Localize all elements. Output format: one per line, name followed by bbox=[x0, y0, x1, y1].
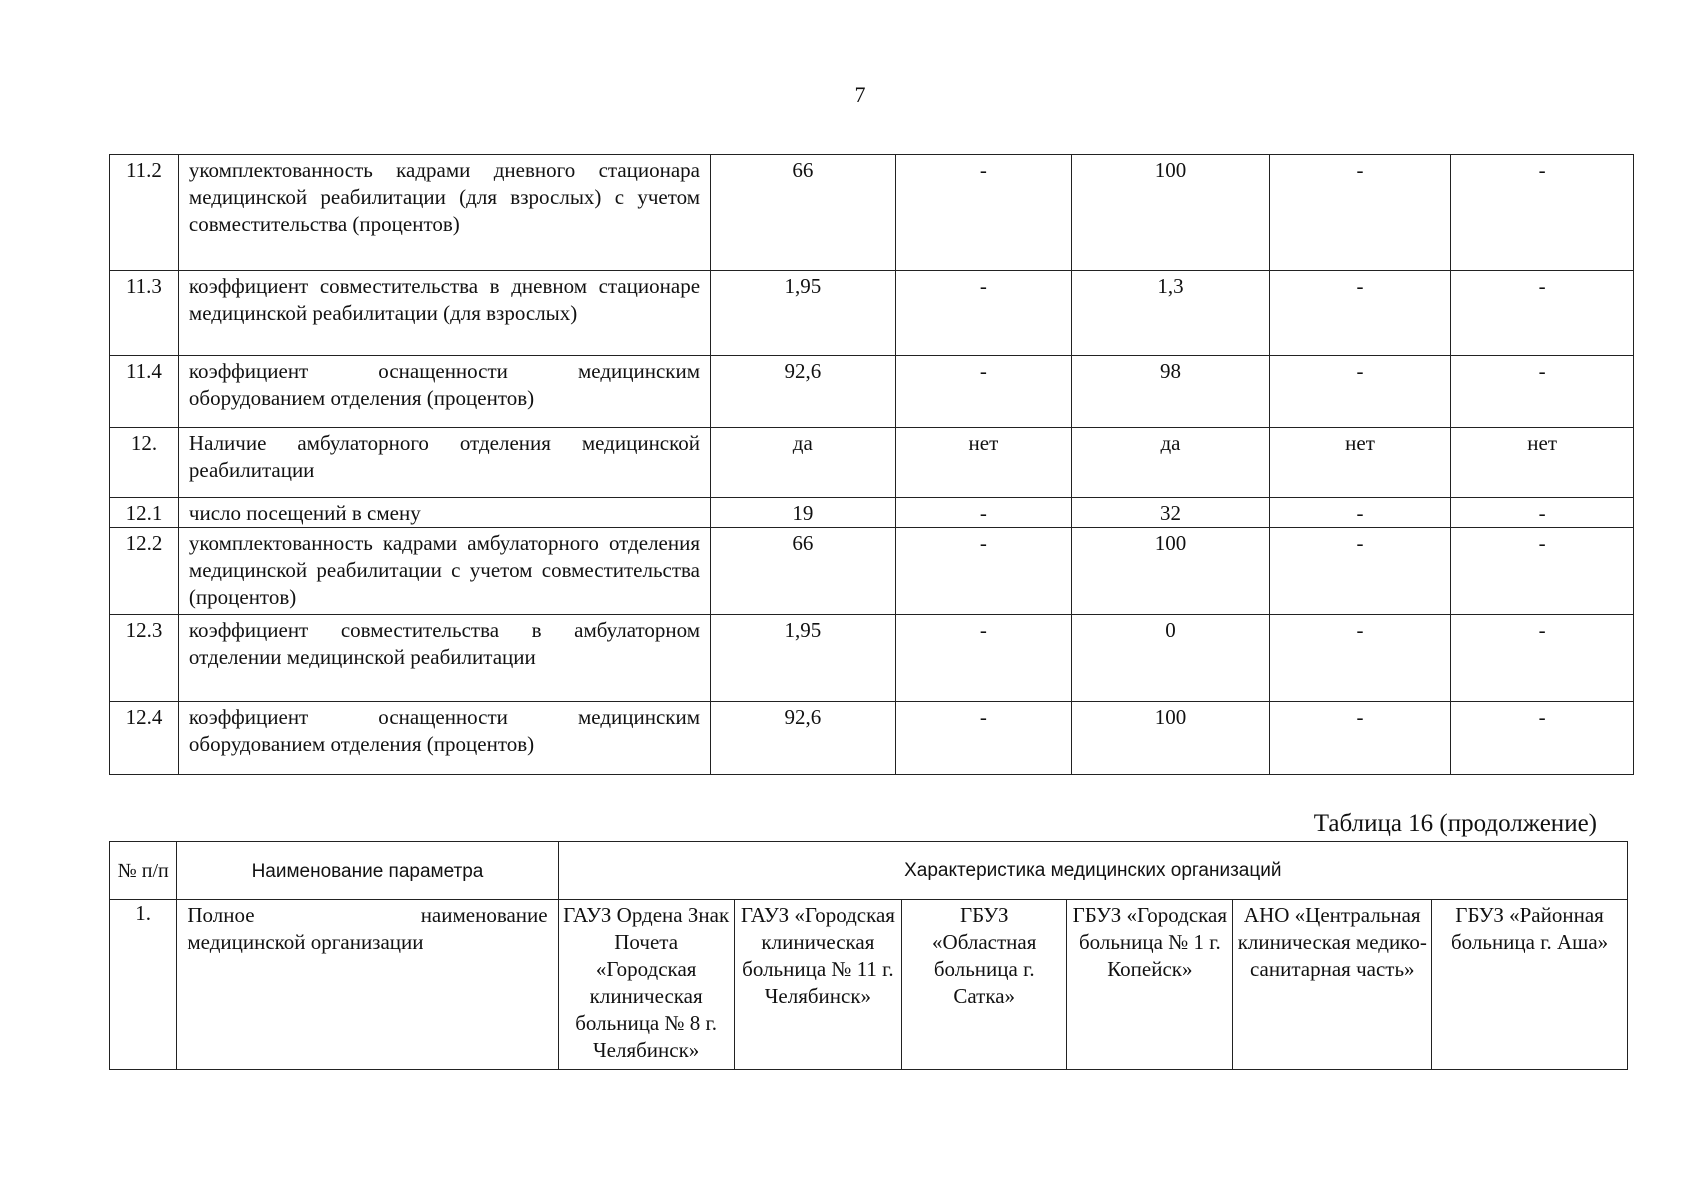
header-num: № п/п bbox=[110, 842, 177, 900]
row-value: - bbox=[895, 702, 1072, 775]
row-value: 66 bbox=[711, 155, 896, 271]
organization-name: АНО «Центральная клиническая медико-санитарная часть» bbox=[1233, 900, 1432, 1070]
row-value: - bbox=[1451, 155, 1634, 271]
row-value: 100 bbox=[1072, 702, 1270, 775]
table-row bbox=[110, 356, 1634, 428]
row-value: нет bbox=[1269, 428, 1451, 498]
row-name: укомплектованность кадрами дневного стационара медицинской реабилитации (для взрослых) с учетом совместительства (процентов) bbox=[178, 155, 710, 271]
row-value: - bbox=[1269, 155, 1451, 271]
row-value: - bbox=[1451, 271, 1634, 356]
row-number: 12.1 bbox=[110, 498, 179, 528]
table-row bbox=[110, 528, 1634, 615]
row-param bbox=[177, 900, 558, 1070]
table-row bbox=[110, 498, 1634, 528]
row-value: 1,95 bbox=[711, 271, 896, 356]
row-value: - bbox=[1451, 498, 1634, 528]
organization-name: ГБУЗ «Районная больница г. Аша» bbox=[1432, 900, 1628, 1070]
organization-name: ГБУЗ «Областная больница г. Сатка» bbox=[902, 900, 1067, 1070]
row-value: нет bbox=[1451, 428, 1634, 498]
table-row bbox=[110, 271, 1634, 356]
table-row bbox=[110, 702, 1634, 775]
row-value: 100 bbox=[1072, 155, 1270, 271]
organization-name: ГБУЗ «Городская больница № 1 г. Копейск» bbox=[1067, 900, 1233, 1070]
row-value: 19 bbox=[711, 498, 896, 528]
row-number: 12.3 bbox=[110, 615, 179, 702]
row-number: 11.2 bbox=[110, 155, 179, 271]
row-value: - bbox=[1269, 498, 1451, 528]
row-value: нет bbox=[895, 428, 1072, 498]
row-value: да bbox=[711, 428, 896, 498]
row-name: коэффициент оснащенности медицинским оборудованием отделения (процентов) bbox=[178, 702, 710, 775]
row-number: 12.4 bbox=[110, 702, 179, 775]
param-word-2: наименование bbox=[420, 903, 548, 927]
row-name: Наличие амбулаторного отделения медицинской реабилитации bbox=[178, 428, 710, 498]
row-value: - bbox=[895, 155, 1072, 271]
row-number: 11.4 bbox=[110, 356, 179, 428]
row-value: 1,95 bbox=[711, 615, 896, 702]
table-row bbox=[110, 428, 1634, 498]
row-value: 1,3 bbox=[1072, 271, 1270, 356]
row-value: - bbox=[1269, 528, 1451, 615]
row-value: - bbox=[895, 528, 1072, 615]
row-value: - bbox=[1451, 702, 1634, 775]
row-num: 1. bbox=[110, 900, 177, 1070]
row-value: 32 bbox=[1072, 498, 1270, 528]
row-value: - bbox=[1269, 615, 1451, 702]
row-value: - bbox=[1451, 356, 1634, 428]
header-characteristics: Характеристика медицинских организаций bbox=[558, 842, 1627, 900]
header-param: Наименование параметра bbox=[177, 842, 558, 900]
row-value: - bbox=[895, 615, 1072, 702]
table-row bbox=[110, 155, 1634, 271]
row-number: 11.3 bbox=[110, 271, 179, 356]
row-value: - bbox=[895, 356, 1072, 428]
row-value: 98 bbox=[1072, 356, 1270, 428]
param-word-1: Полное bbox=[187, 903, 255, 927]
row-value: 92,6 bbox=[711, 702, 896, 775]
parameters-table bbox=[109, 154, 1634, 775]
row-value: - bbox=[895, 498, 1072, 528]
table-row bbox=[110, 615, 1634, 702]
row-value: - bbox=[1451, 615, 1634, 702]
organization-name: ГАУЗ Ордена Знак Почета «Городская клиническая больница № 8 г. Челябинск» bbox=[558, 900, 734, 1070]
row-value: 66 bbox=[711, 528, 896, 615]
row-name: укомплектованность кадрами амбулаторного отделения медицинской реабилитации с учетом совместительства (процентов) bbox=[178, 528, 710, 615]
page-number: 7 bbox=[854, 82, 866, 107]
row-value: - bbox=[1451, 528, 1634, 615]
row-name: коэффициент совместительства в амбулаторном отделении медицинской реабилитации bbox=[178, 615, 710, 702]
row-number: 12. bbox=[110, 428, 179, 498]
table-caption: Таблица 16 (продолжение) bbox=[1313, 810, 1597, 837]
row-value: - bbox=[895, 271, 1072, 356]
row-name: коэффициент оснащенности медицинским оборудованием отделения (процентов) bbox=[178, 356, 710, 428]
organizations-table bbox=[109, 841, 1628, 1070]
row-value: 100 bbox=[1072, 528, 1270, 615]
row-value: - bbox=[1269, 356, 1451, 428]
row-value: - bbox=[1269, 271, 1451, 356]
row-number: 12.2 bbox=[110, 528, 179, 615]
row-value: 92,6 bbox=[711, 356, 896, 428]
row-value: да bbox=[1072, 428, 1270, 498]
row-name: коэффициент совместительства в дневном стационаре медицинской реабилитации (для взрослых) bbox=[178, 271, 710, 356]
row-value: - bbox=[1269, 702, 1451, 775]
param-word-3: медицинской организации bbox=[187, 930, 424, 954]
row-name: число посещений в смену bbox=[178, 498, 710, 528]
organization-name: ГАУЗ «Городская клиническая больница № 11 г. Челябинск» bbox=[734, 900, 901, 1070]
row-value: 0 bbox=[1072, 615, 1270, 702]
